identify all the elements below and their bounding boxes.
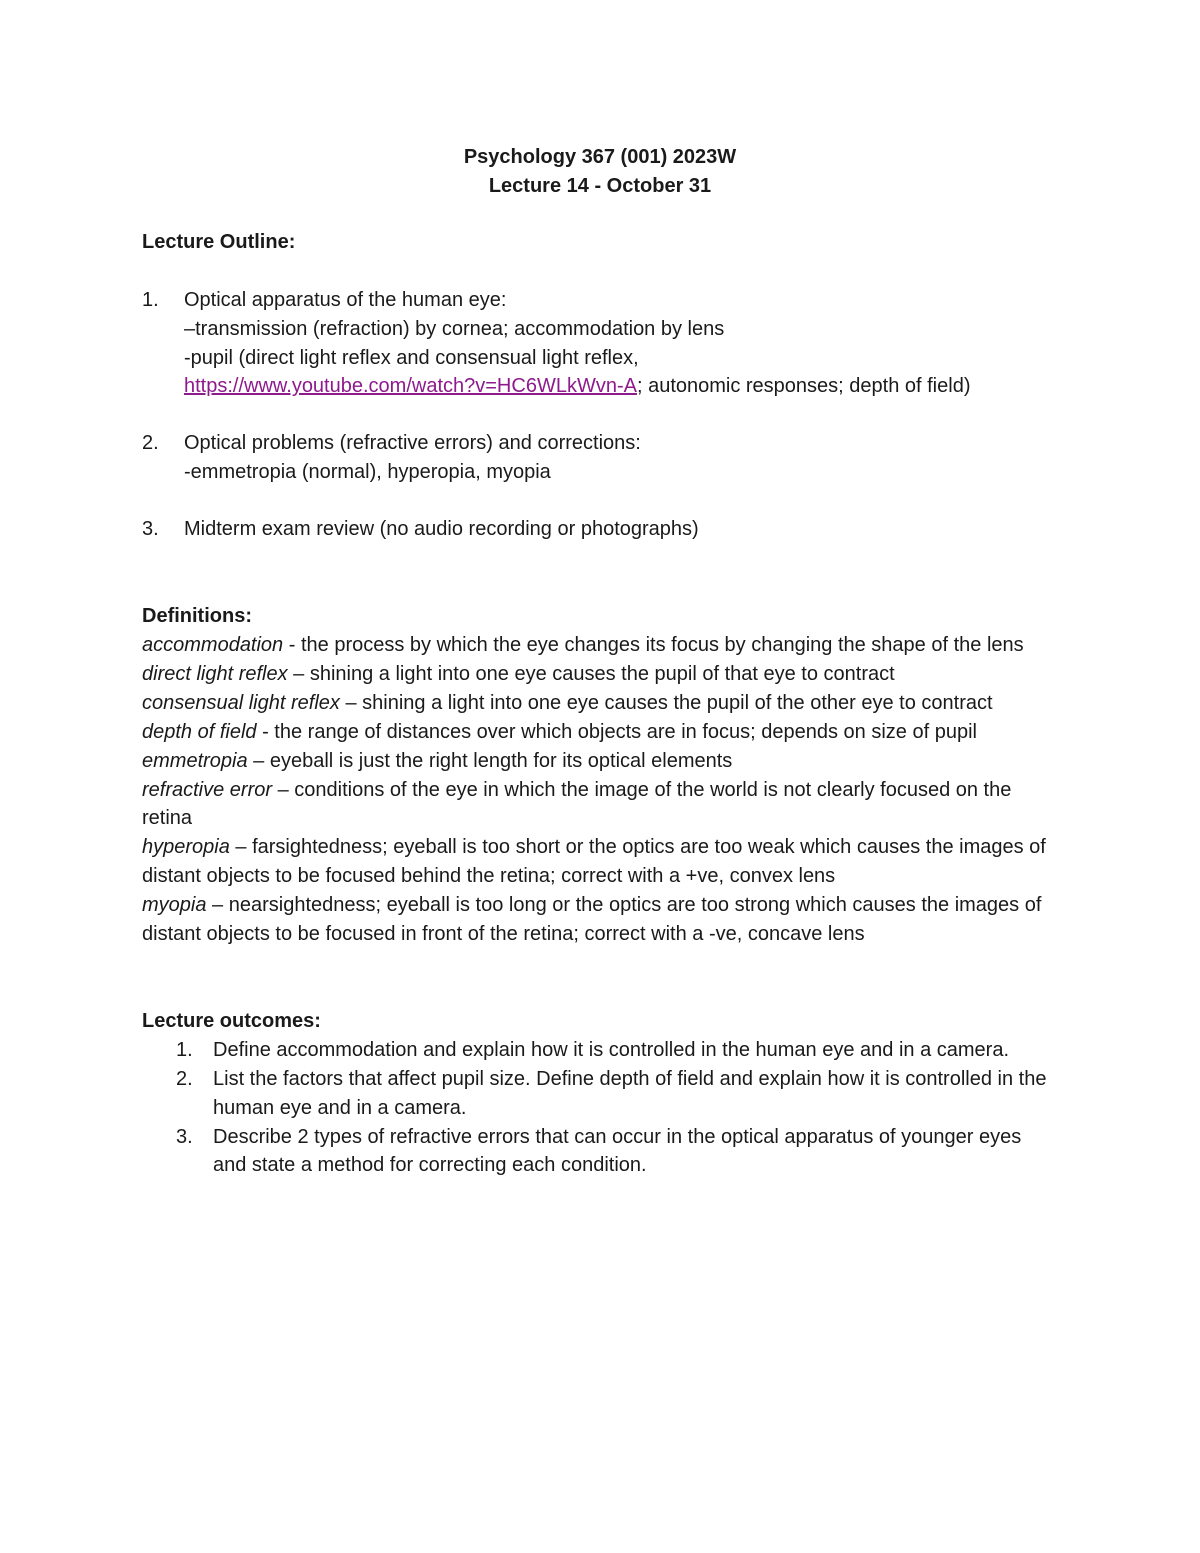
outline-item [142,286,1060,402]
definition-term: direct light reflex [142,662,288,685]
outline-list [142,286,1060,544]
course-title: Psychology 367 (001) 2023W [463,146,737,168]
outcome-number: 1. [176,1038,193,1061]
outcomes-list [142,1036,1060,1181]
definition-term: depth of field [142,720,257,743]
title-block [140,143,1060,201]
definition-text: - the process by which the eye changes its focus by changing the shape of the lens [283,633,1024,656]
definition-text: – farsightedness; eyeball is too short or the optics are too weak which causes the images of distant objects to be focused behind the retina; correct with a +ve, convex lens [142,836,1046,888]
definition-term: myopia [142,894,207,917]
definition-term: refractive error [142,778,273,801]
youtube-link[interactable]: https://www.youtube.com/watch?v=HC6WLkWvn-A [184,375,637,398]
outline-line: Optical problems (refractive errors) and corrections: [184,432,641,455]
outline-heading: Lecture Outline: [142,230,296,253]
outcomes-heading: Lecture outcomes: [142,1009,321,1032]
definition-term: consensual light reflex [142,691,340,714]
definition-item [142,631,1060,660]
definition-text: – nearsightedness; eyeball is too long or the optics are too strong which causes the images of distant objects to be focused in front of the retina; correct with a -ve, concave lens [142,894,1042,946]
outcome-item [142,1065,1060,1123]
outline-number: 3. [142,518,159,541]
definition-text: – eyeball is just the right length for its optical elements [247,749,733,772]
outline-item [142,429,1060,487]
definition-text: – shining a light into one eye causes the pupil of that eye to contract [287,662,895,685]
outline-line: Optical apparatus of the human eye: [184,288,507,311]
outline-line: –transmission (refraction) by cornea; accommodation by lens [184,317,725,340]
outcome-text: List the factors that affect pupil size. Define depth of field and explain how it is controlled in the human eye and in a camera. [213,1067,1047,1119]
outcome-text: Define accommodation and explain how it is controlled in the human eye and in a camera. [213,1038,1010,1061]
outline-item [142,515,1060,544]
outcome-text: Describe 2 types of refractive errors that can occur in the optical apparatus of younger eyes and state a method for correcting each condition. [213,1125,1022,1177]
definition-item [142,660,1060,689]
definition-item [142,833,1060,891]
lecture-title: Lecture 14 - October 31 [488,174,712,197]
outcome-item [142,1123,1060,1181]
definitions-heading: Definitions: [142,605,252,628]
outline-number: 2. [142,432,159,455]
definition-term: emmetropia [142,749,248,772]
definitions-list [142,631,1060,949]
definition-term: hyperopia [142,836,230,859]
outline-line: -emmetropia (normal), hyperopia, myopia [184,461,551,484]
outcome-number: 2. [176,1067,193,1090]
definition-item [142,776,1060,834]
definition-item [142,689,1060,718]
outline-line: Midterm exam review (no audio recording or photographs) [184,518,699,541]
definition-text: – shining a light into one eye causes the pupil of the other eye to contract [339,691,993,714]
definition-text: – conditions of the eye in which the image of the world is not clearly focused on the retina [142,778,1012,830]
outcome-number: 3. [176,1125,193,1148]
definition-term: accommodation [142,633,284,656]
outcome-item [142,1036,1060,1065]
definition-text: - the range of distances over which objects are in focus; depends on size of pupil [256,720,977,743]
definition-item [142,891,1060,949]
outline-line-with-link [184,372,1060,401]
outline-line: -pupil (direct light reflex and consensual light reflex, [184,346,639,369]
outline-line-rest: ; autonomic responses; depth of field) [636,375,971,398]
outline-number: 1. [142,288,159,311]
definition-item [142,718,1060,747]
definition-item [142,747,1060,776]
